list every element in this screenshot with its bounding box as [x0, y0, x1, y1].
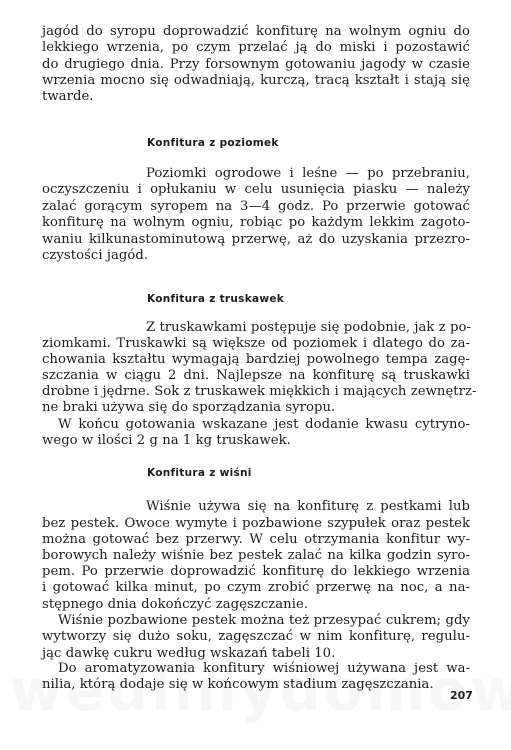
- body-text-line: Wiśnie pozbawione pestek można też przesypać cukrem; gdy: [58, 613, 470, 628]
- body-text-line: szczania w ciągu 2 dni. Najlepsze na konfiturę są truskawki: [42, 368, 470, 383]
- body-text-line: twarde.: [42, 89, 94, 104]
- body-text-line: pem. Po przerwie doprowadzić konfiturę do lekkiego wrzenia: [42, 564, 470, 579]
- body-text-line: stępnego dnia dokończyć zagęszczanie.: [42, 597, 309, 612]
- body-text-line: oczyszczeniu i opłukaniu w celu usunięcia piasku — należy: [42, 182, 470, 197]
- body-text-line: czystości jagód.: [42, 248, 149, 263]
- body-text-line: Wiśnie używa się na konfiturę z pestkami lub: [146, 499, 470, 514]
- section-heading-wisnie: Konfitura z wiśni: [147, 467, 252, 479]
- body-text-line: wrzenia mocno się odwadniają, kurczą, tracą kształt i stają się: [42, 73, 470, 88]
- body-text-line: ne braki używa się do sporządzania syropu.: [42, 400, 336, 415]
- body-text-line: ziomkami. Truskawki są większe od poziomek i dlatego do za-: [42, 336, 470, 351]
- body-text-line: konfiturę na wolnym ogniu, robiąc po każdym lekkim zagoto-: [42, 215, 470, 230]
- body-text-line: jagód do syropu doprowadzić konfiturę na wolnym ogniu do: [42, 24, 470, 39]
- body-text-line: wego w ilości 2 g na 1 kg truskawek.: [42, 433, 291, 448]
- section-heading-truskawki: Konfitura z truskawek: [147, 293, 285, 305]
- body-text-line: lekkiego wrzenia, po czym przelać ją do miski i pozostawić: [42, 40, 470, 55]
- body-text-line: Z truskawkami postępuje się podobnie, jak z po-: [146, 320, 471, 335]
- section-heading-poziomki: Konfitura z poziomek: [147, 137, 279, 149]
- body-text-line: drobne i jędrne. Sok z truskawek miękkich i mających zewnętrz-: [42, 384, 477, 399]
- body-text-line: chowania kształtu wymagają bardziej powolnego tempa zagę-: [42, 352, 470, 367]
- body-text-line: wytworzy się dużo soku, zagęszczać w nim konfiturę, regulu-: [42, 629, 470, 644]
- body-text-line: bez pestek. Owoce wymyte i pozbawione szypułek oraz pestek: [42, 516, 470, 531]
- body-text-line: Do aromatyzowania konfitury wiśniowej używana jest wa-: [58, 661, 470, 676]
- watermark: [10, 658, 511, 724]
- body-text-line: do drugiego dnia. Przy forsownym gotowaniu jagody w czasie: [42, 57, 470, 72]
- body-text-line: Poziomki ogrodowe i leśne — po przebraniu,: [146, 166, 470, 181]
- body-text-line: W końcu gotowania wskazane jest dodanie kwasu cytryno-: [58, 417, 470, 432]
- body-text-line: i gotować kilka minut, po czym zrobić przerwę na noc, a na-: [42, 580, 470, 595]
- page-number: 207: [450, 689, 473, 702]
- body-text-line: borowych należy wiśnie bez pestek zalać na kilka godzin syro-: [42, 548, 470, 563]
- body-text-line: zalać gorącym syropem na 3—4 godz. Po przerwie gotować: [42, 199, 470, 214]
- body-text-line: jąc dawkę cukru według wskazań tabeli 10.: [42, 646, 336, 661]
- body-text-line: nilia, którą dodaje się w końcowym stadium zagęszczania.: [42, 677, 434, 692]
- body-text-line: można gotować bez przerwy. W celu otrzymania konfitur wy-: [42, 532, 470, 547]
- body-text-line: waniu kilkunastominutową przerwę, aż do uzyskania przezro-: [42, 232, 470, 247]
